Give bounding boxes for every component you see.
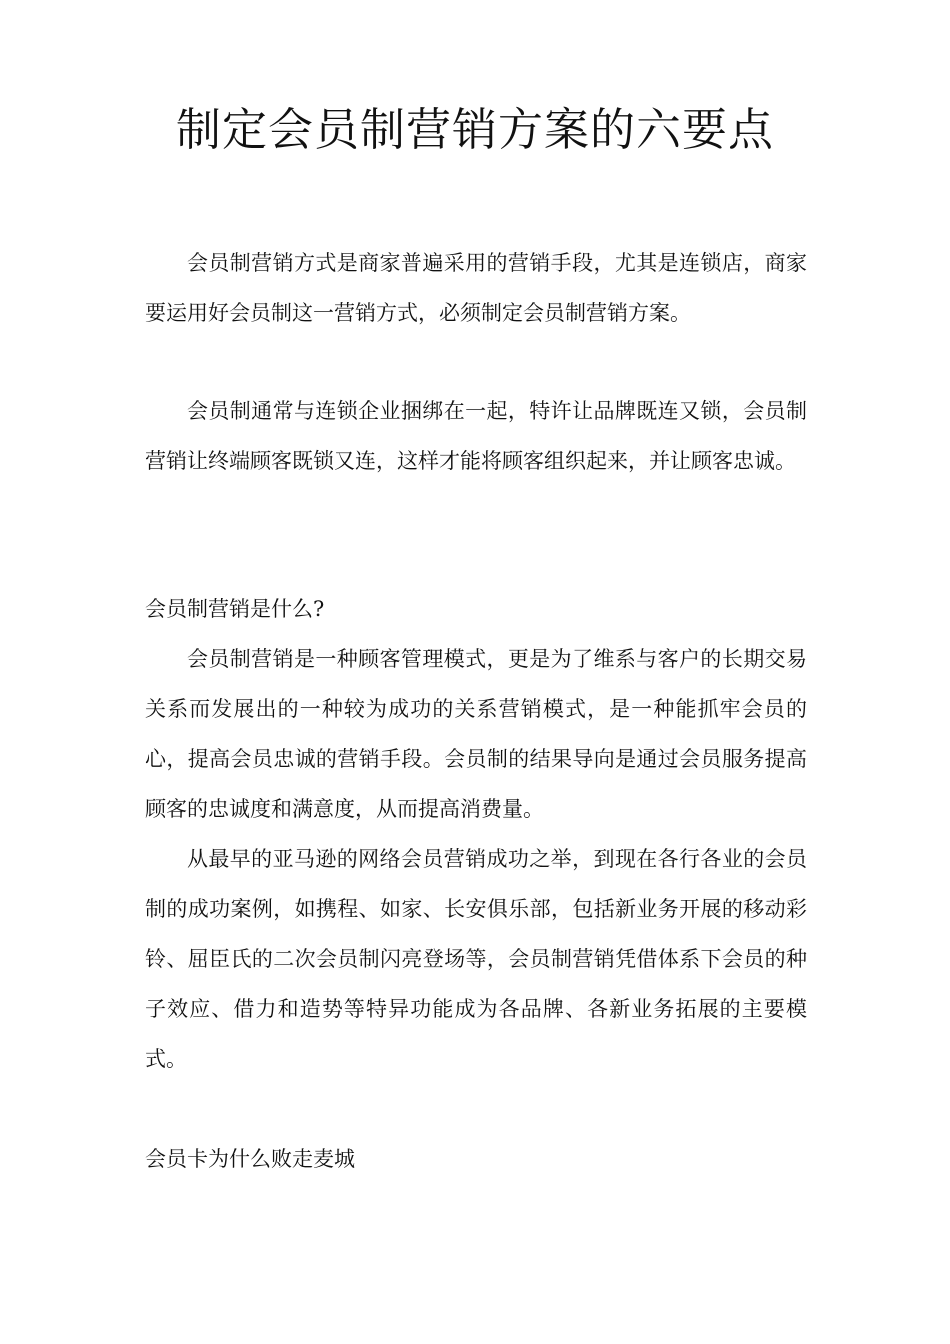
body-paragraph: 从最早的亚马逊的网络会员营销成功之举，到现在各行各业的会员制的成功案例，如携程、如家、长安俱乐部，包括新业务开展的移动彩铃、屈臣氏的二次会员制闪亮登场等，会员制营销凭借体系下会员的种子效应、借力和造势等特异功能成为各品牌、各新业务拓展的主要模式。: [145, 847, 807, 1071]
document-title: 制定会员制营销方案的六要点: [175, 103, 774, 156]
section-heading: 会员制营销是什么?: [145, 597, 325, 621]
body-paragraph: 会员制通常与连锁企业捆绑在一起，特许让品牌既连又锁，会员制营销让终端顾客既锁又连，这样才能将顾客组织起来，并让顾客忠诚。: [145, 399, 807, 473]
intro-paragraph: 会员制营销方式是商家普遍采用的营销手段，尤其是连锁店，商家要运用好会员制这一营销方式，必须制定会员制营销方案。: [145, 251, 807, 325]
body-paragraph: 会员制营销是一种顾客管理模式，更是为了维系与客户的长期交易关系而发展出的一种较为成功的关系营销模式，是一种能抓牢会员的心，提高会员忠诚的营销手段。会员制的结果导向是通过会员服务提高顾客的忠诚度和满意度，从而提高消费量。: [145, 647, 807, 821]
section-heading: 会员卡为什么败走麦城: [145, 1147, 355, 1171]
